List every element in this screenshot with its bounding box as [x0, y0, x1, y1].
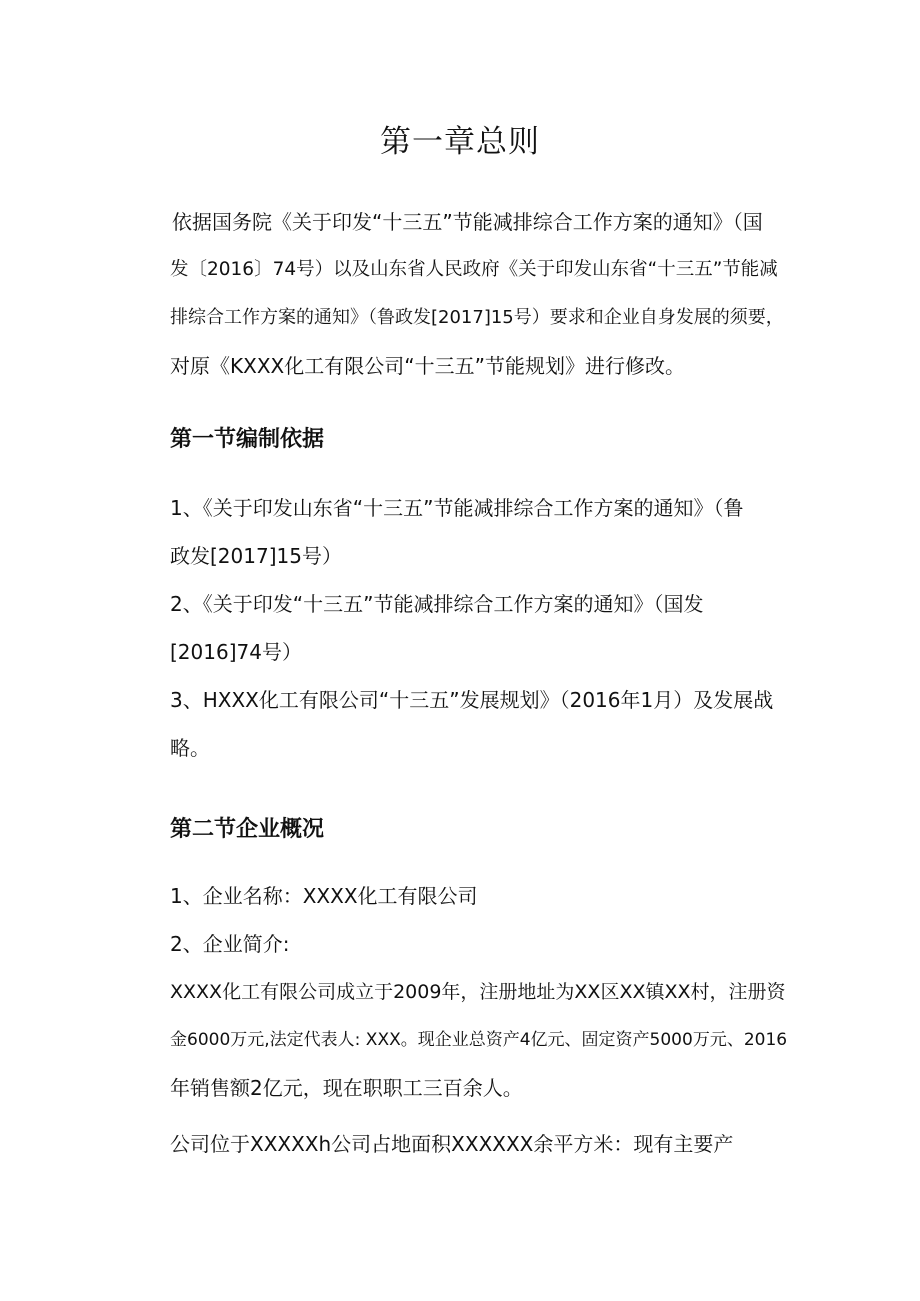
intro-paragraph: [170, 198, 792, 390]
basis-item-3-line-2: 略。: [170, 736, 210, 760]
basis-item-2-line-2: [2016]74号）: [170, 640, 302, 664]
company-intro-item: 2、企业简介:: [170, 932, 290, 956]
intro-line-2: 发〔2016〕74号）以及山东省人民政府《关于印发山东省“十三五”节能减: [170, 259, 778, 280]
basis-item-3-line-1: 3、HXXX化工有限公司“十三五”发展规划》（2016年1月）及发展战: [170, 688, 774, 712]
basis-item-2-line-1: 2、《关于印发“十三五”节能减排综合工作方案的通知》（国发: [170, 592, 704, 616]
chapter-title: 第一章总则: [380, 124, 540, 160]
intro-line-1: 依据国务院《关于印发“十三五”节能减排综合工作方案的通知》（国: [172, 210, 763, 234]
basis-list: [170, 484, 792, 772]
company-profile-line-3: 年销售额2亿元，现在职职工三百余人。: [170, 1076, 523, 1100]
company-location-line: 公司位于XXXXXh公司占地面积XXXXXX余平方米：现有主要产: [170, 1132, 734, 1156]
basis-item-1-line-1: 1、《关于印发山东省“十三五”节能减排综合工作方案的通知》（鲁: [170, 496, 744, 520]
basis-item-1-line-2: 政发[2017]15号）: [170, 544, 342, 568]
section-2-title: 第二节企业概况: [170, 817, 325, 842]
company-profile-line-2: 金6000万元,法定代表人: XXX。现企业总资产4亿元、固定资产5000万元、2016: [170, 1030, 788, 1050]
company-profile-line-1: XXXX化工有限公司成立于2009年，注册地址为XX区XX镇XX村，注册资: [170, 981, 786, 1003]
intro-line-4: 对原《KXXX化工有限公司“十三五”节能规划》进行修改。: [170, 354, 685, 378]
section-1-title: 第一节编制依据: [170, 427, 325, 452]
company-overview: [170, 872, 792, 1168]
intro-line-3: 排综合工作方案的通知》（鲁政发[2017]15号）要求和企业自身发展的须要，: [170, 307, 784, 328]
company-name-item: 1、企业名称：XXXX化工有限公司: [170, 884, 478, 908]
